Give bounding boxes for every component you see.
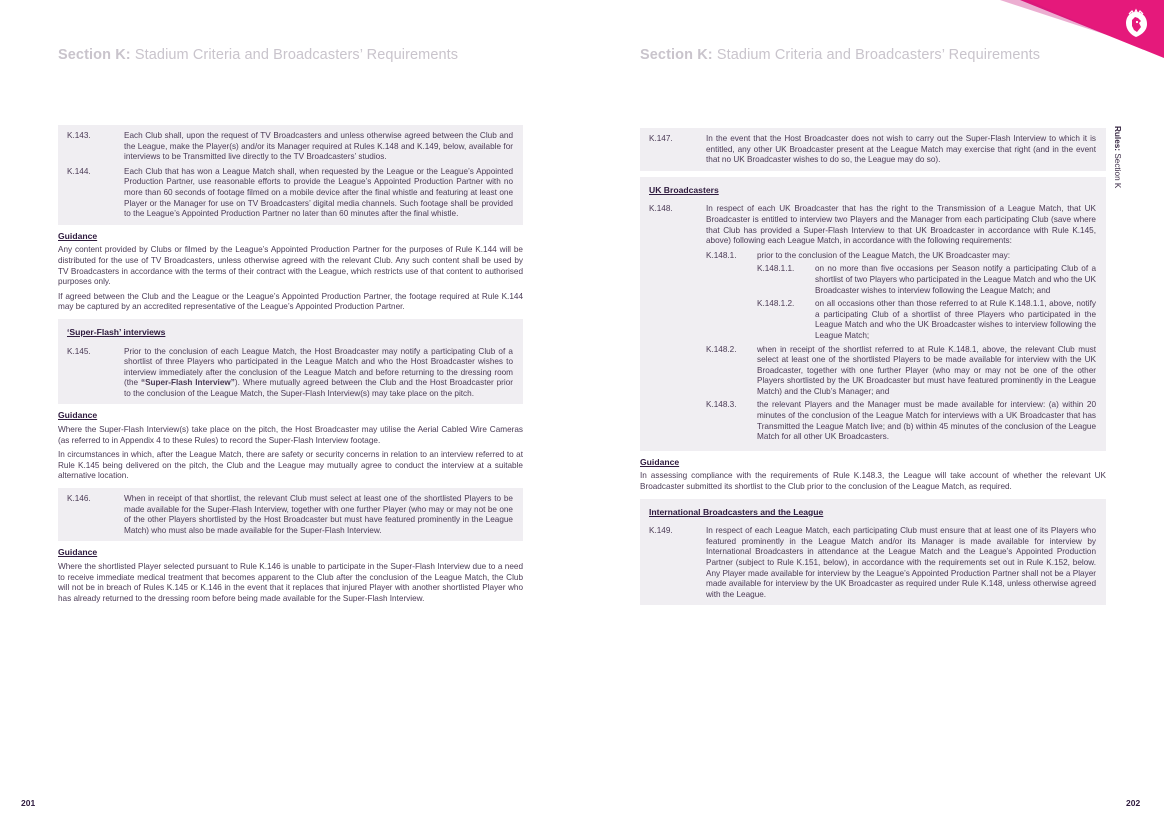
rule-k148-1-2 (757, 299, 1096, 341)
guidance-heading: Guidance (640, 456, 680, 467)
rules-box-k143-k144 (58, 125, 523, 225)
guidance-heading: Guidance (58, 547, 98, 558)
section-heading-super-flash: ‘Super-Flash’ interviews (67, 326, 166, 337)
guidance-paragraph: If agreed between the Club and the League or the League’s Appointed Production Partner, the footage required at Rule K.144 may be captured by an accredited representative of the League’s Appointed Production Partner. (58, 291, 523, 312)
guidance-heading: Guidance (58, 230, 98, 241)
rule-text (124, 347, 513, 400)
rule-k143 (67, 131, 513, 163)
international-broadcasters-box (640, 499, 1106, 606)
rule-text: In respect of each League Match, each participating Club must ensure that at least one of its Players who featured prominently in the League Match and/or its Manager is made available for interview by International Broadcasters in attendance at the League Match and the League’s Appointed Production Partner (subject to Rule K.151, below), in accordance with the requirements set out in Rule K.152, below. Any Player made available for interview by the League’s Appointed Production Partner shall not be a Player made available for interview by the UK Broadcaster as required under Rule K.148, unless otherwise agreed with the League. (706, 526, 1096, 599)
section-heading-international: International Broadcasters and the League (649, 506, 824, 517)
rule-number: K.148. (649, 204, 673, 214)
rule-number: K.143. (67, 131, 91, 140)
rule-text: In the event that the Host Broadcaster does not wish to carry out the Super-Flash Interview to which it is entitled, any other UK Broadcaster present at the League Match may exercise that right (and in the event that no UK Broadcaster wishes to do so, the League may do so). (706, 134, 1096, 165)
rule-number: K.145. (67, 346, 91, 356)
rule-number: K.148.1.1. (757, 264, 795, 274)
rule-text-part: ). Where mutually agreed between the Club and the Host Broadcaster prior to the conclusion of the League Match, the Super-Flash Interview(s) may take place on the pitch. (124, 378, 513, 398)
rule-number: K.148.1. (706, 250, 737, 260)
rule-k148 (649, 204, 1096, 246)
defined-term: “Super-Flash Interview” (140, 378, 235, 388)
rule-text: on all occasions other than those referred to at Rule K.148.1.1, above, notify a participating Club of a shortlist of three Players who participated in the League Match and who the UK Broadcaster wishes to interview following the League Match; (815, 299, 1096, 340)
header-bold: Section K: (640, 47, 713, 63)
rule-k149 (649, 526, 1096, 600)
rule-text: In respect of each UK Broadcaster that has the right to the Transmission of a League Match, that UK Broadcaster is entitled to interview two Players and the Manager from each participating Club (save where that Club has provided a Super-Flash Interview to that UK Broadcaster in accordance with Rule K.145, above) following each League Match, in accordance with the following requirements: (706, 204, 1096, 246)
rule-number: K.146. (67, 494, 91, 504)
page-header-left (58, 47, 458, 63)
header-title: Stadium Criteria and Broadcasters’ Requirements (716, 47, 1041, 63)
rule-k148-2 (706, 345, 1096, 398)
guidance-paragraph: In circumstances in which, after the League Match, there are safety or security concerns in relation to an interview referred to at Rule K.145 being delivered on the pitch, the Club and the League may mutually agree to conduct the interview at a suitable alternative location. (58, 450, 523, 481)
rule-k144 (67, 167, 513, 220)
page-header-right (640, 47, 1040, 63)
rules-box-k146 (58, 488, 523, 541)
page-number-left: 201 (21, 798, 36, 808)
side-label-text: Section K (1113, 153, 1122, 189)
header-title: Stadium Criteria and Broadcasters’ Requirements (134, 47, 459, 63)
rule-number: K.148.2. (706, 344, 737, 354)
rule-k145 (67, 347, 513, 400)
right-page-column (640, 128, 1106, 611)
rule-k148-1 (706, 251, 1096, 262)
rule-number: K.149. (649, 526, 673, 536)
side-label-bold: Rules: (1113, 126, 1122, 152)
rule-text: When in receipt of that shortlist, the relevant Club must select at least one of the shortlisted Players to be made available for the Super-Flash Interview, together with one further Player (who may or may not be one of the other Players shortlisted by the Host Broadcaster but must have featured prominently in the League Match) who must also be made available for the Super-Flash Interview. (124, 494, 513, 535)
guidance-paragraph: Where the Super-Flash Interview(s) take place on the pitch, the Host Broadcaster may utilise the Aerial Cabled Wire Cameras (as referred to in Appendix 4 to these Rules) to record the Super-Flash Interview footage. (58, 425, 523, 445)
rule-k146 (67, 494, 513, 536)
rule-text-part: Prior to the conclusion of each League Match, the Host Broadcaster may notify a participating Club of a shortlist of three Players who participated in the League Match and who the Host Broadcaster wishes to interview immediately after the conclusion of the League Match and before returning to the dressing room (the (124, 346, 513, 388)
rule-number: K.148.3. (706, 400, 737, 410)
super-flash-box (58, 319, 523, 405)
section-heading-uk-broadcasters: UK Broadcasters (649, 184, 719, 195)
rule-number: K.148.1.2. (757, 299, 795, 309)
uk-broadcasters-box (640, 177, 1106, 451)
page-number-right: 202 (1126, 798, 1141, 808)
guidance-paragraph: Any content provided by Clubs or filmed by the League’s Appointed Production Partner for the purposes of Rule K.144 will be distributed for the use of TV Broadcasters, unless otherwise agreed with the relevant Club. Any such content shall be used by TV Broadcasters in accordance with the terms of their contract with the League, which restricts use of that content to authorised purposes only. (58, 245, 523, 287)
rule-text: Each Club shall, upon the request of TV Broadcasters and unless otherwise agreed between the Club and the League, make the Player(s) and/or its Manager required at Rules K.148 and K.149, below, available for interviews to be Transmitted live directly to the TV Broadcasters’ studios. (124, 131, 513, 162)
rule-text: when in receipt of the shortlist referred to at Rule K.148.1, above, the relevant Club must select at least one of the shortlisted Players to be made available for interview with the UK Broadcaster, together with one further Player (who may or may not be one of the other Players shortlisted by the UK Broadcaster but must have featured prominently in the League Match) and the Club’s Manager; and (757, 344, 1096, 396)
rule-text: Each Club that has won a League Match shall, when requested by the League or the League’s Appointed Production Partner, use reasonable efforts to provide the League’s Appointed Production Partner with no more than 60 seconds of footage filmed on a mobile device after the final whistle and featuring at least one Player or the Manager for use on TV Broadcasters’ digital media channels. Such footage shall be provided to the League’s Appointed Production Partner no later than 60 minutes after the final whistle. (124, 166, 513, 219)
guidance-heading: Guidance (58, 410, 98, 421)
rule-k148-1-1 (757, 264, 1096, 296)
rules-box-k147 (640, 128, 1106, 171)
rule-number: K.147. (649, 134, 673, 143)
header-bold: Section K: (58, 47, 131, 63)
side-section-label (1108, 126, 1122, 206)
guidance-paragraph: In assessing compliance with the requirements of Rule K.148.3, the League will take account of whether the relevant UK Broadcaster submitted its shortlist to the Club prior to the conclusion of the League Match, as required. (640, 471, 1106, 492)
rule-text: prior to the conclusion of the League Match, the UK Broadcaster may: (757, 250, 1011, 260)
left-page-column (58, 125, 523, 608)
rule-text: on no more than five occasions per Season notify a participating Club of a shortlist of two Players who participated in the League Match and who the UK Broadcaster wishes to interview following the League Match; and (815, 264, 1096, 295)
rule-k147 (649, 134, 1096, 166)
rule-k148-3 (706, 400, 1096, 442)
rule-number: K.144. (67, 166, 91, 176)
guidance-paragraph: Where the shortlisted Player selected pursuant to Rule K.146 is unable to participate in the Super-Flash Interview due to a need to receive immediate medical treatment that becomes apparent to the Club after the conclusion of the League Match, the Club will not be in breach of Rules K.145 or K.146 in the event that it replaces that injured Player with another shortlisted Player who has already returned to the dressing room before being made available for the Super-Flash Interview. (58, 562, 523, 603)
rule-text: the relevant Players and the Manager must be made available for interview: (a) within 20 minutes of the conclusion of the League Match for interviews with a UK Broadcaster that has Transmitted the League Match live; and (b) within 45 minutes of the conclusion of the League Match for all other UK Broadcasters. (757, 400, 1096, 442)
